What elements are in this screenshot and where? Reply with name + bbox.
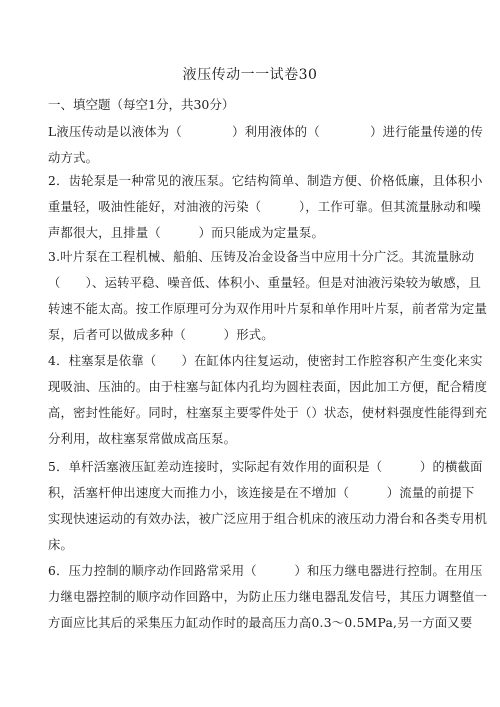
text-line: 6．压力控制的顺序动作回路常采用（ ）和压力继电器进行控制。在用压 bbox=[48, 564, 483, 578]
text-line: 5．单杆活塞液压缸差动连接时，实际起有效作用的面积是（ ）的横截面 bbox=[48, 460, 483, 474]
text-line: 转速不能太高。按工作原理可分为双作用叶片泵和单作用叶片泵，前者常为定量 bbox=[48, 302, 488, 316]
text-line: 动方式。 bbox=[48, 151, 99, 165]
section-heading: 一、填空题（每空1分，共30分） bbox=[48, 97, 235, 112]
text-line: 高，密封性能好。同时，柱塞泵主要零件处于（）状态，使材料强度性能得到充 bbox=[48, 406, 488, 420]
text-line: 实现快速运动的有效办法，被广泛应用于组合机床的液压动力滑台和各类专用机 bbox=[48, 512, 488, 526]
text-line: 床。 bbox=[48, 538, 74, 552]
text-line: 声都很大，且排量（ ）而只能成为定量泵。 bbox=[48, 226, 325, 240]
text-line: 4．柱塞泵是依靠（ ）在缸体内往复运动，使密封工作腔容积产生变化来实 bbox=[48, 354, 483, 368]
text-line: 2．齿轮泵是一种常见的液压泵。它结构简单、制造方便、价格低廉，且体积小 bbox=[48, 174, 483, 188]
text-line: 3.叶片泵在工程机械、船舶、压铸及冶金设备当中应用十分广泛。其流量脉动 bbox=[48, 250, 475, 264]
text-line: 现吸油、压油的。由于柱塞与缸体内孔均为圆柱表面，因此加工方便，配合精度 bbox=[48, 380, 488, 394]
text-line: 重量轻，吸油性能好，对油液的污染（ ），工作可靠。但其流量脉动和噪 bbox=[48, 200, 481, 214]
text-line: L液压传动是以液体为（ ）利用液体的（ ）进行能量传递的传 bbox=[48, 125, 484, 139]
text-line: 力继电器控制的顺序动作回路中，为防止压力继电器乱发信号，其压力调整值一 bbox=[48, 590, 488, 604]
text-line: 方面应比其后的采集压力缸动作时的最高压力高0.3～0.5MPa,另一方面又要 bbox=[48, 616, 473, 630]
page-title: 液压传动一一试卷30 bbox=[182, 67, 318, 83]
text-line: （ ）、运转平稳、噪音低、体积小、重量轻。但是对油液污染较为敏感，且 bbox=[48, 276, 481, 290]
text-line: 积，活塞杆伸出速度大而推力小，该连接是在不增加（ ）流量的前提下 bbox=[48, 486, 475, 500]
text-line: 分利用，故柱塞泵常做成高压泵。 bbox=[48, 432, 237, 446]
text-line: 泵，后者可以做成多种（ ）形式。 bbox=[48, 328, 274, 342]
